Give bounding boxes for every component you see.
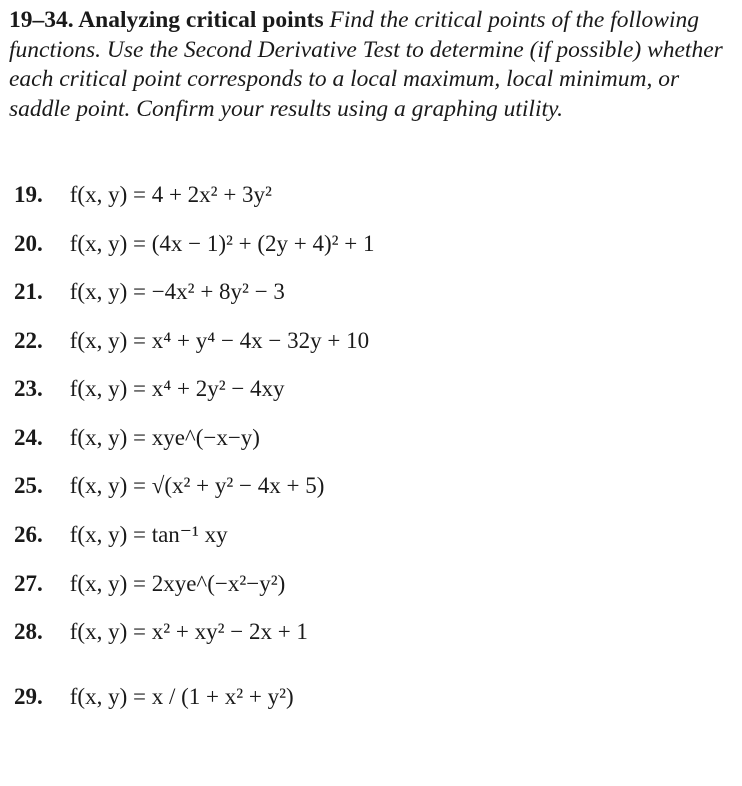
problem-21 bbox=[14, 277, 285, 307]
function-rhs: = √(x² + y² − 4x + 5) bbox=[132, 473, 325, 498]
function-rhs: = 4 + 2x² + 3y² bbox=[132, 182, 272, 207]
problem-19 bbox=[14, 180, 272, 210]
problem-number: 20. bbox=[14, 231, 43, 256]
problem-number: 27. bbox=[14, 571, 43, 596]
section-intro bbox=[9, 6, 737, 124]
function-lhs: f(x, y) bbox=[69, 684, 128, 709]
section-heading: 19–34. Analyzing critical points bbox=[9, 7, 324, 33]
function-lhs: f(x, y) bbox=[69, 425, 128, 450]
problem-29 bbox=[14, 682, 294, 712]
function-rhs: = x⁴ + y⁴ − 4x − 32y + 10 bbox=[132, 328, 370, 353]
problem-20 bbox=[14, 229, 375, 259]
problem-26 bbox=[14, 520, 228, 550]
function-rhs: = x⁴ + 2y² − 4xy bbox=[132, 376, 285, 401]
problem-number: 25. bbox=[14, 473, 43, 498]
function-lhs: f(x, y) bbox=[69, 571, 128, 596]
problem-28 bbox=[14, 617, 308, 647]
function-lhs: f(x, y) bbox=[69, 231, 128, 256]
function-rhs: = tan⁻¹ xy bbox=[132, 522, 228, 547]
problem-number: 22. bbox=[14, 328, 43, 353]
function-lhs: f(x, y) bbox=[69, 522, 128, 547]
function-lhs: f(x, y) bbox=[69, 182, 128, 207]
function-lhs: f(x, y) bbox=[69, 619, 128, 644]
problem-number: 28. bbox=[14, 619, 43, 644]
function-lhs: f(x, y) bbox=[69, 328, 128, 353]
problem-25 bbox=[14, 471, 324, 501]
problem-22 bbox=[14, 326, 369, 356]
function-rhs: = xye^(−x−y) bbox=[132, 425, 260, 450]
function-lhs: f(x, y) bbox=[69, 279, 128, 304]
function-rhs: = −4x² + 8y² − 3 bbox=[132, 279, 285, 304]
function-rhs: = 2xye^(−x²−y²) bbox=[132, 571, 286, 596]
function-lhs: f(x, y) bbox=[69, 473, 128, 498]
function-lhs: f(x, y) bbox=[69, 376, 128, 401]
function-rhs: = x / (1 + x² + y²) bbox=[132, 684, 294, 709]
section-instructions: Find the critical points of the following functions. Use the Second Derivative Test to determine (if possible) whether each critical point corresponds to a local maximum, local minimum, or saddle point. Confirm your results using a graphing utility. bbox=[9, 7, 723, 122]
problem-24 bbox=[14, 423, 260, 453]
problem-number: 26. bbox=[14, 522, 43, 547]
problem-number: 23. bbox=[14, 376, 43, 401]
function-rhs: = (4x − 1)² + (2y + 4)² + 1 bbox=[132, 231, 375, 256]
problem-23 bbox=[14, 374, 285, 404]
function-rhs: = x² + xy² − 2x + 1 bbox=[132, 619, 308, 644]
problem-number: 21. bbox=[14, 279, 43, 304]
problem-27 bbox=[14, 569, 285, 599]
problem-number: 24. bbox=[14, 425, 43, 450]
problem-number: 29. bbox=[14, 684, 43, 709]
problem-number: 19. bbox=[14, 182, 43, 207]
